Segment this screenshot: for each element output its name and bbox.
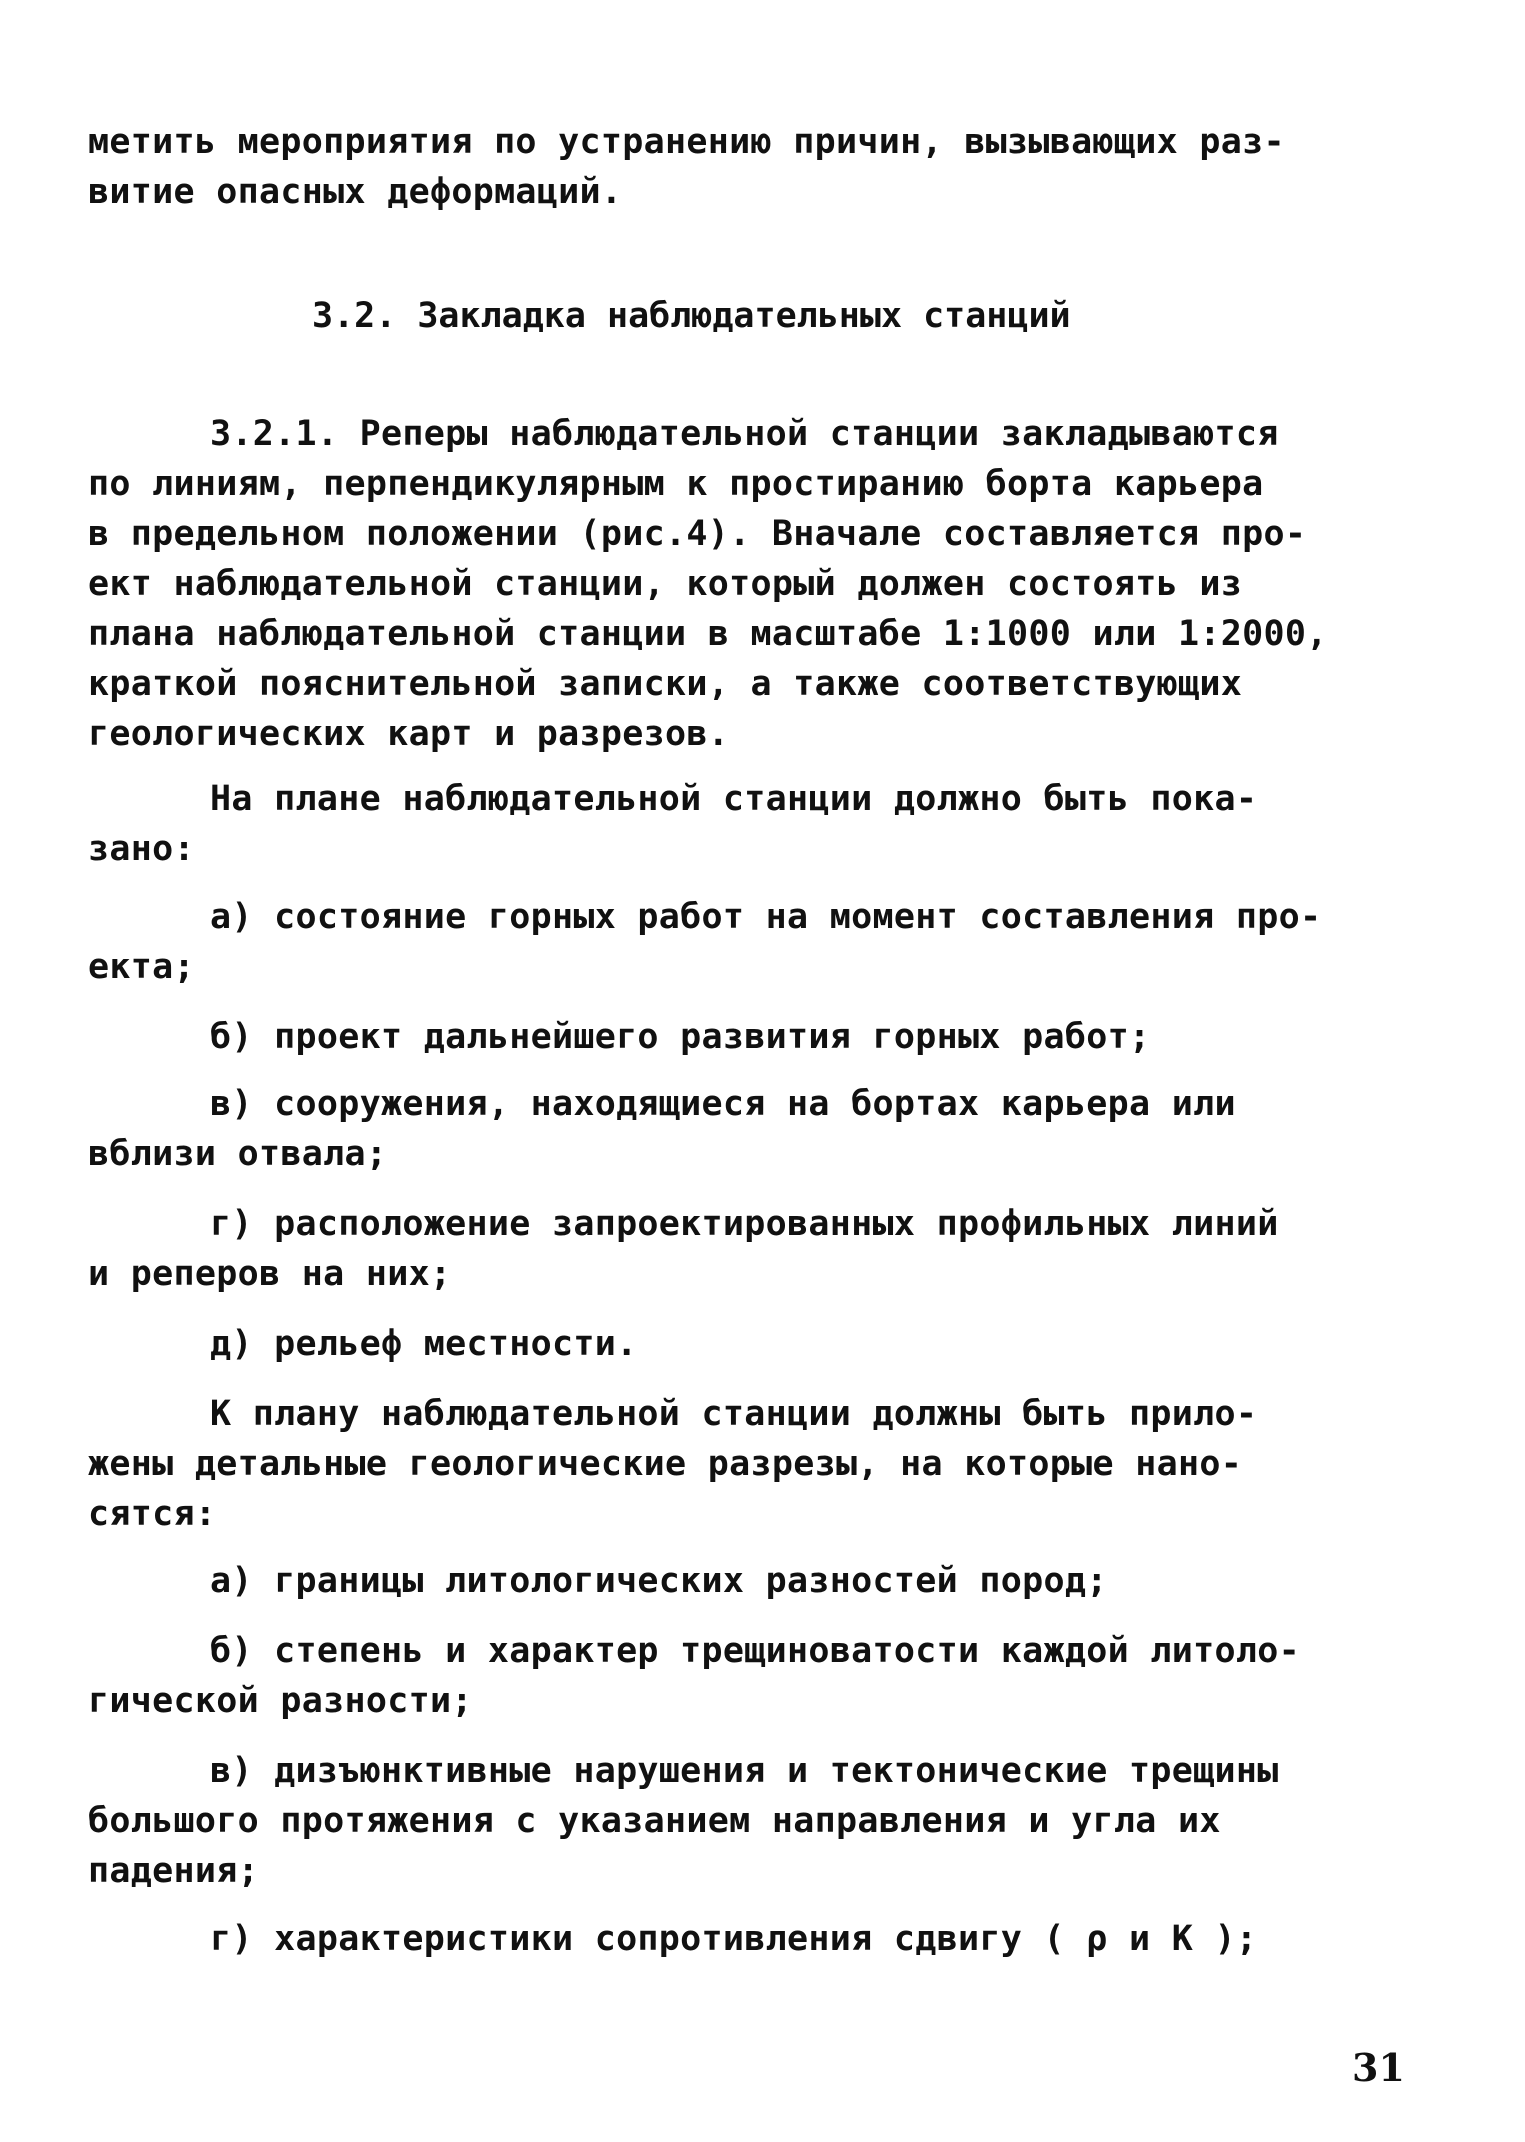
list-item-c-cont: вблизи отвала; (88, 1134, 388, 1174)
list-item-b-cont: гической разности; (88, 1681, 473, 1721)
paragraph-line: ект наблюдательной станции, который должен состоять из (88, 564, 1243, 604)
paragraph-line: по линиям, перпендикулярным к простиранию борта карьера (88, 464, 1264, 504)
paragraph-line: На плане наблюдательной станции должно быть пока- (210, 779, 1258, 819)
list-item-d: г) расположение запроектированных профильных линий (210, 1204, 1279, 1244)
paragraph-line: зано: (88, 829, 195, 869)
list-item-c: в) сооружения, находящиеся на бортах карьера или (210, 1084, 1236, 1124)
list-item-d-cont: и реперов на них; (88, 1254, 452, 1294)
paragraph-line: геологических карт и разрезов. (88, 714, 730, 754)
list-item-c-cont: большого протяжения с указанием направления и угла их (88, 1801, 1221, 1841)
paragraph-line: К плану наблюдательной станции должны быть прило- (210, 1394, 1258, 1434)
paragraph-line: 3.2.1. Реперы наблюдательной станции закладываются (210, 414, 1279, 454)
section-heading: 3.2. Закладка наблюдательных станций (312, 296, 1071, 336)
list-item-d: г) характеристики сопротивления сдвигу ( ρ и К ); (210, 1919, 1258, 1959)
paragraph-line: сятся: (88, 1494, 217, 1534)
list-item-b: б) степень и характер трещиноватости каждой литоло- (210, 1631, 1300, 1671)
list-item-e: д) рельеф местности. (210, 1324, 638, 1364)
paragraph-line: плана наблюдательной станции в масштабе 1:1000 или 1:2000, (88, 614, 1328, 654)
page-number: 31 (1352, 2045, 1405, 2090)
paragraph-line: краткой пояснительной записки, а также соответствующих (88, 664, 1243, 704)
list-item-a-cont: екта; (88, 947, 195, 987)
list-item-b: б) проект дальнейшего развития горных работ; (210, 1017, 1151, 1057)
paragraph-line: в предельном положении (рис.4). Вначале составляется про- (88, 514, 1307, 554)
list-item-a: а) границы литологических разностей пород; (210, 1561, 1108, 1601)
intro-line: метить мероприятия по устранению причин, вызывающих раз- (88, 122, 1285, 162)
list-item-a: а) состояние горных работ на момент составления про- (210, 897, 1322, 937)
paragraph-line: жены детальные геологические разрезы, на которые нано- (88, 1444, 1243, 1484)
list-item-c-cont: падения; (88, 1851, 259, 1891)
list-item-c: в) дизъюнктивные нарушения и тектонические трещины (210, 1751, 1279, 1791)
intro-line: витие опасных деформаций. (88, 172, 623, 212)
